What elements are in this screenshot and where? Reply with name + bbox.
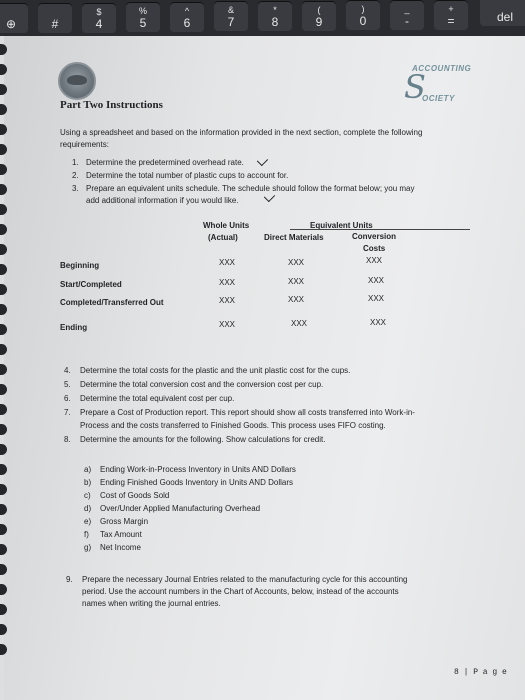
table-cell: XXX [219, 258, 236, 267]
step-text: Determine the total number of plastic cups to account for. [86, 171, 289, 180]
step-number: 3. [72, 184, 79, 193]
binder-holes [0, 44, 10, 664]
step-number: 6. [64, 394, 71, 403]
step-number: 7. [64, 408, 71, 417]
key-7: ( 9 [302, 1, 336, 31]
sub-item-text: Over/Under Applied Manufacturing Overhead [100, 504, 261, 513]
col-header-whole-units: Whole Units [203, 221, 250, 230]
table-cell: XXX [366, 256, 383, 265]
table-cell: XXX [288, 295, 305, 304]
step-text: Determine the total conversion cost and the conversion cost per cup. [80, 380, 324, 389]
step-text: Determine the amounts for the following. Show calculations for credit. [80, 435, 326, 444]
sub-item-text: Tax Amount [100, 530, 142, 539]
key-3: % 5 [126, 2, 160, 32]
col-header-conversion: Conversion [352, 232, 397, 241]
sub-item-letter: d) [84, 504, 92, 513]
key-4: ^ 6 [170, 2, 204, 32]
step-text: Determine the total costs for the plastic and the unit plastic cost for the cups. [80, 366, 351, 375]
sub-item-letter: g) [84, 543, 92, 552]
col-header-actual: (Actual) [208, 233, 238, 242]
step-text: names when writing the journal entries. [82, 599, 221, 608]
step-text: Prepare the necessary Journal Entries related to the manufacturing cycle for this accounting [82, 575, 408, 584]
table-cell: XXX [368, 276, 385, 285]
col-header-equivalent-units: Equivalent Units [310, 221, 373, 230]
key-0: ⊕ [0, 3, 28, 33]
seal-logo-icon [58, 62, 96, 100]
sub-item-text: Net Income [100, 543, 141, 552]
key-8: ) 0 [346, 0, 380, 30]
key-5: & 7 [214, 1, 248, 31]
step-number: 9. [66, 575, 73, 584]
page-title: Part Two Instructions [60, 99, 163, 111]
sub-item-letter: b) [84, 478, 92, 487]
step-text: Determine the total equivalent cost per cup. [80, 394, 235, 403]
col-header-direct-materials: Direct Materials [264, 233, 324, 242]
sub-item-letter: f) [84, 530, 89, 539]
accounting-society-logo: ACCOUNTING S OCIETY [404, 64, 472, 106]
step-text: period. Use the account numbers in the Chart of Accounts, below, instead of the accounts [82, 587, 399, 596]
sub-item-text: Gross Margin [100, 517, 149, 526]
table-cell: XXX [219, 296, 236, 305]
step-text: Prepare a Cost of Production report. This report should show all costs transferred into Work-in- [80, 408, 415, 417]
step-text: Process and the costs transferred to Finished Goods. This process uses FIFO costing. [80, 421, 386, 430]
step-number: 5. [64, 380, 71, 389]
sub-item-text: Ending Finished Goods Inventory in Units AND Dollars [100, 478, 293, 487]
intro-line-2: requirements: [60, 140, 109, 149]
step-number: 1. [72, 158, 79, 167]
key-9: _ - [390, 0, 424, 30]
table-cell: XXX [288, 258, 305, 267]
step-text: add additional information if you would like. [86, 196, 239, 205]
step-text: Prepare an equivalent units schedule. The schedule should follow the format below; you may [86, 184, 415, 193]
intro-line-1: Using a spreadsheet and based on the information provided in the next section, complete the following [60, 128, 423, 137]
sub-item-letter: c) [84, 491, 91, 500]
key-6: * 8 [258, 1, 292, 31]
table-row-label: Beginning [60, 261, 100, 270]
table-row-label: Completed/Transferred Out [60, 298, 164, 307]
step-text: Determine the predetermined overhead rate. [86, 158, 244, 167]
key-1: # [38, 3, 72, 33]
col-header-costs: Costs [363, 244, 386, 253]
key-11: del [480, 0, 525, 26]
step-number: 4. [64, 366, 71, 375]
sub-item-text: Cost of Goods Sold [100, 491, 170, 500]
header-rule [290, 229, 470, 230]
key-10: + = [434, 0, 468, 30]
table-row-label: Start/Completed [60, 280, 122, 289]
keyboard-strip [0, 0, 525, 36]
step-number: 8. [64, 435, 71, 444]
table-cell: XXX [288, 277, 305, 286]
page-number: 8 | P a g e [454, 668, 507, 677]
sub-item-letter: e) [84, 517, 92, 526]
key-2: $ 4 [82, 3, 116, 33]
sub-item-text: Ending Work-in-Process Inventory in Units AND Dollars [100, 465, 296, 474]
table-cell: XXX [219, 320, 236, 329]
table-row-label: Ending [60, 323, 88, 332]
table-cell: XXX [368, 294, 385, 303]
table-cell: XXX [219, 278, 236, 287]
table-cell: XXX [370, 318, 387, 327]
table-cell: XXX [291, 319, 308, 328]
step-number: 2. [72, 171, 79, 180]
sub-item-letter: a) [84, 465, 92, 474]
